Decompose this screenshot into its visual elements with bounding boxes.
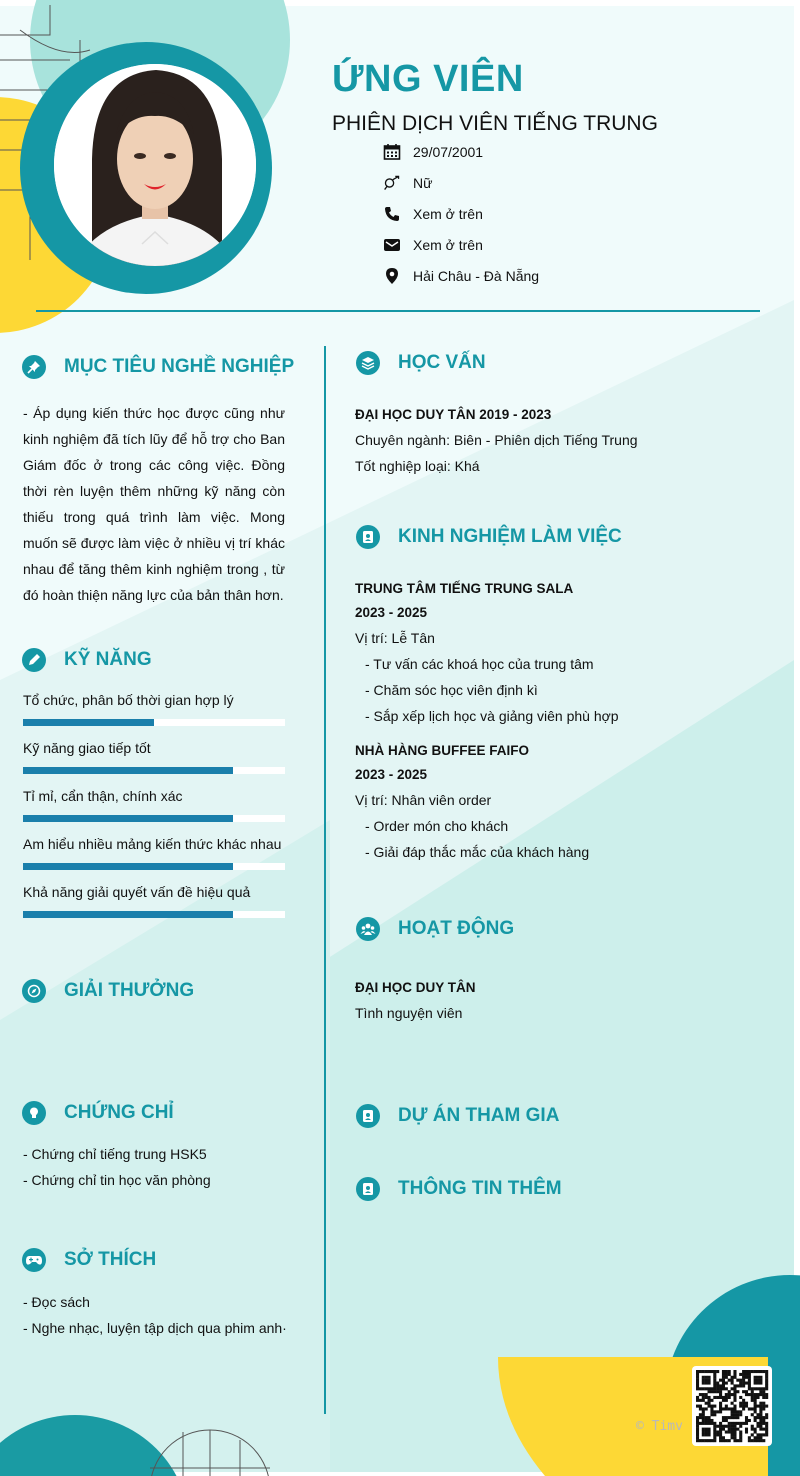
skill-label: Kỹ năng giao tiếp tốt [23,740,151,756]
candidate-photo [54,64,256,266]
activities-title: HOẠT ĐỘNG [398,918,515,939]
certificate-item: - Chứng chỉ tiếng trung HSK5 [23,1146,207,1162]
compass-icon [22,979,46,1003]
location-icon [383,267,401,285]
qr-code[interactable] [692,1366,772,1446]
email-text: Xem ở trên [413,237,483,253]
phone-icon [383,205,401,223]
hobby-item: - Đọc sách [23,1294,90,1310]
skills-heading [22,648,152,672]
skill-bar-fill [23,863,233,870]
job-position: Vị trí: Lễ Tân [355,630,435,646]
header-divider [36,310,760,312]
phone-text: Xem ở trên [413,206,483,222]
job-company: TRUNG TÂM TIẾNG TRUNG SALA [355,581,574,596]
job-task: - Order món cho khách [365,818,509,834]
job-period: 2023 - 2025 [355,605,428,620]
email-icon [383,236,401,254]
activity-role: Tình nguyện viên [355,1005,463,1021]
lightbulb-icon [22,1101,46,1125]
skill-bar [23,767,285,774]
skill-bar-fill [23,719,154,726]
job-period: 2023 - 2025 [355,767,428,782]
hobbies-heading [22,1248,156,1272]
gender-text: Nữ [413,175,433,191]
education-title: HỌC VẤN [398,352,486,373]
hobbies-title: SỞ THÍCH [64,1249,157,1270]
job-company: NHÀ HÀNG BUFFEE FAIFO [355,743,529,758]
pin-icon [22,355,46,379]
id-badge-icon [356,525,380,549]
skill-label: Khả năng giải quyết vấn đề hiệu quả [23,884,251,900]
skill-bar-fill [23,911,233,918]
activities-heading [356,917,514,941]
skill-bar-fill [23,767,233,774]
watermark: © Timv [636,1419,683,1434]
candidate-name: ỨNG VIÊN [332,58,524,100]
projects-title: DỰ ÁN THAM GIA [398,1105,560,1126]
objective-text: - Áp dụng kiến thức học được cũng như kinh nghiệm đã tích lũy để hỗ trợ cho Ban Giám đốc ở trong các công việc. Đồng thời rèn luyện thêm những kỹ năng còn thiếu trong quá trình làm việc. Mong muốn sẽ được làm việc ở nhiều vị trí khác nhau để tăng thêm kinh nghiệm trong , từ đó hoàn thiện năng lực của bản thân hơn. [23,405,285,603]
job-position: Vị trí: Nhân viên order [355,792,492,808]
gender-icon [383,174,401,192]
objective-title: MỤC TIÊU NGHỀ NGHIỆP [64,356,295,377]
qr-code-image [692,1366,772,1446]
id-badge-icon [356,1104,380,1128]
skill-bar-fill [23,815,233,822]
location-text: Hải Châu - Đà Nẵng [413,268,540,284]
skill-bar [23,719,285,726]
skills-title: KỸ NĂNG [64,649,152,670]
awards-title: GIẢI THƯỞNG [64,980,195,1001]
info-phone [383,203,483,225]
layers-icon [356,351,380,375]
column-divider [324,346,326,1414]
calendar-icon [383,143,401,161]
objective-heading [22,355,294,379]
job-task: - Giải đáp thắc mắc của khách hàng [365,844,590,860]
certificate-item: - Chứng chỉ tin học văn phòng [23,1172,211,1188]
skill-label: Tổ chức, phân bố thời gian hợp lý [23,692,234,708]
info-dob [383,141,483,163]
job-task: - Sắp xếp lịch học và giảng viên phù hợp [365,708,619,724]
education-grade: Tốt nghiệp loại: Khá [355,458,480,474]
skill-bar [23,911,285,918]
info-gender [383,172,432,194]
dob-text: 29/07/2001 [413,144,484,160]
extra-info-heading [356,1177,562,1201]
skill-label: Am hiểu nhiều mảng kiến thức khác nhau [23,836,282,852]
gamepad-icon [22,1248,46,1272]
education-heading [356,351,486,375]
education-school: ĐẠI HỌC DUY TÂN 2019 - 2023 [355,407,552,422]
job-title: PHIÊN DỊCH VIÊN TIẾNG TRUNG [332,112,658,135]
experience-heading [356,525,622,549]
activity-org: ĐẠI HỌC DUY TÂN [355,980,476,995]
skill-bar [23,815,285,822]
projects-heading [356,1104,559,1128]
users-icon [356,917,380,941]
id-badge-icon [356,1177,380,1201]
certificates-title: CHỨNG CHỈ [64,1102,174,1123]
experience-title: KINH NGHIỆM LÀM VIỆC [398,526,622,547]
skill-bar [23,863,285,870]
certificates-heading [22,1101,174,1125]
hobby-item: - Nghe nhạc, luyện tập dịch qua phim anh· [23,1320,287,1336]
job-task: - Chăm sóc học viên định kì [365,682,538,698]
pencil-icon [22,648,46,672]
awards-heading [22,979,194,1003]
job-task: - Tư vấn các khoá học của trung tâm [365,656,594,672]
info-location [383,265,539,287]
extra-info-title: THÔNG TIN THÊM [398,1178,562,1199]
info-email [383,234,483,256]
skill-label: Tỉ mỉ, cẩn thận, chính xác [23,788,183,804]
education-major: Chuyên ngành: Biên - Phiên dịch Tiếng Trung [355,432,638,448]
